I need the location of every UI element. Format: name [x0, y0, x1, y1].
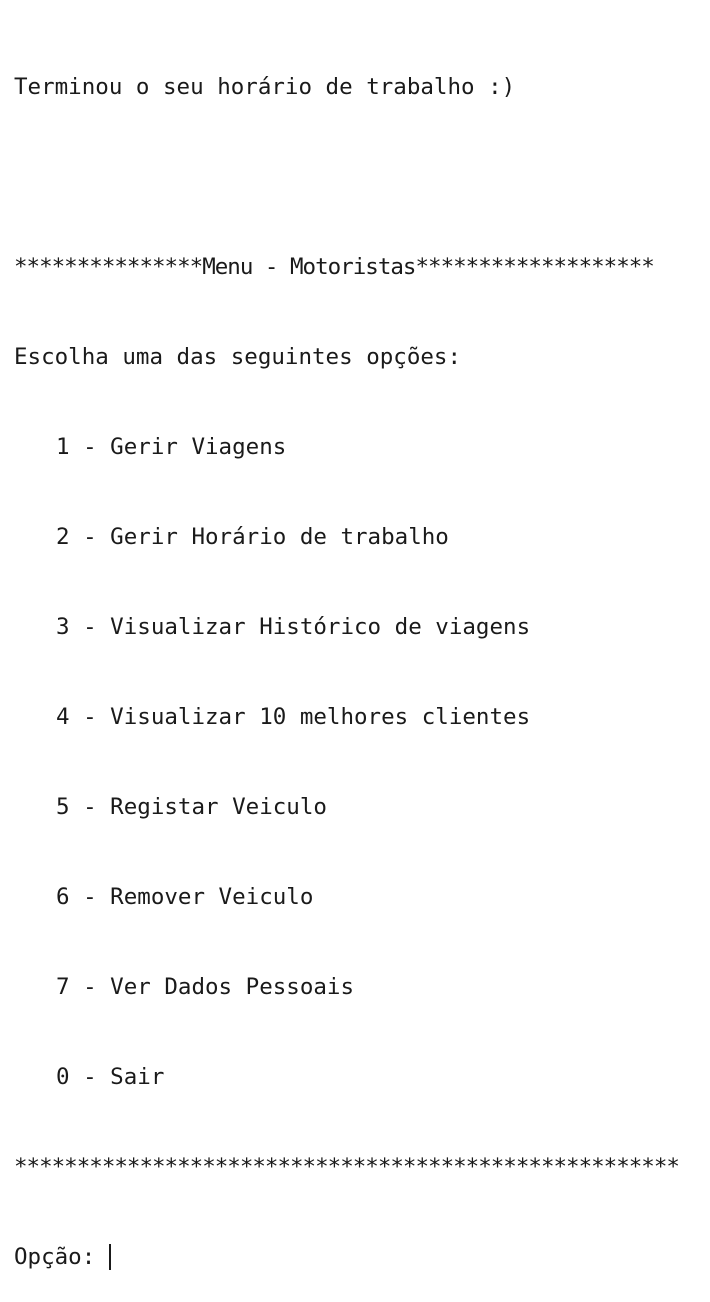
menu-option-5: 5 - Registar Veiculo — [56, 794, 327, 820]
menu-option-6: 6 - Remover Veiculo — [56, 884, 314, 910]
blank-line — [14, 162, 679, 192]
status-message: Terminou o seu horário de trabalho :) — [14, 74, 516, 100]
menu-footer: ***************************************************** — [14, 1154, 679, 1180]
menu-option-4: 4 - Visualizar 10 melhores clientes — [56, 704, 531, 730]
menu-option-2: 2 - Gerir Horário de trabalho — [56, 524, 449, 550]
text-cursor[interactable] — [109, 1244, 111, 1270]
menu-option-1: 1 - Gerir Viagens — [56, 434, 287, 460]
input-prompt[interactable] — [14, 1242, 679, 1272]
menu-option-7: 7 - Ver Dados Pessoais — [56, 974, 355, 1000]
menu-header: ***************Menu - Motoristas******************* — [14, 254, 654, 280]
input-label: Opção: — [14, 1244, 96, 1270]
menu-option-3: 3 - Visualizar Histórico de viagens — [56, 614, 531, 640]
menu-option-0: 0 - Sair — [56, 1064, 165, 1090]
menu-instruction: Escolha uma das seguintes opções: — [14, 344, 462, 370]
terminal-output — [14, 12, 679, 1302]
